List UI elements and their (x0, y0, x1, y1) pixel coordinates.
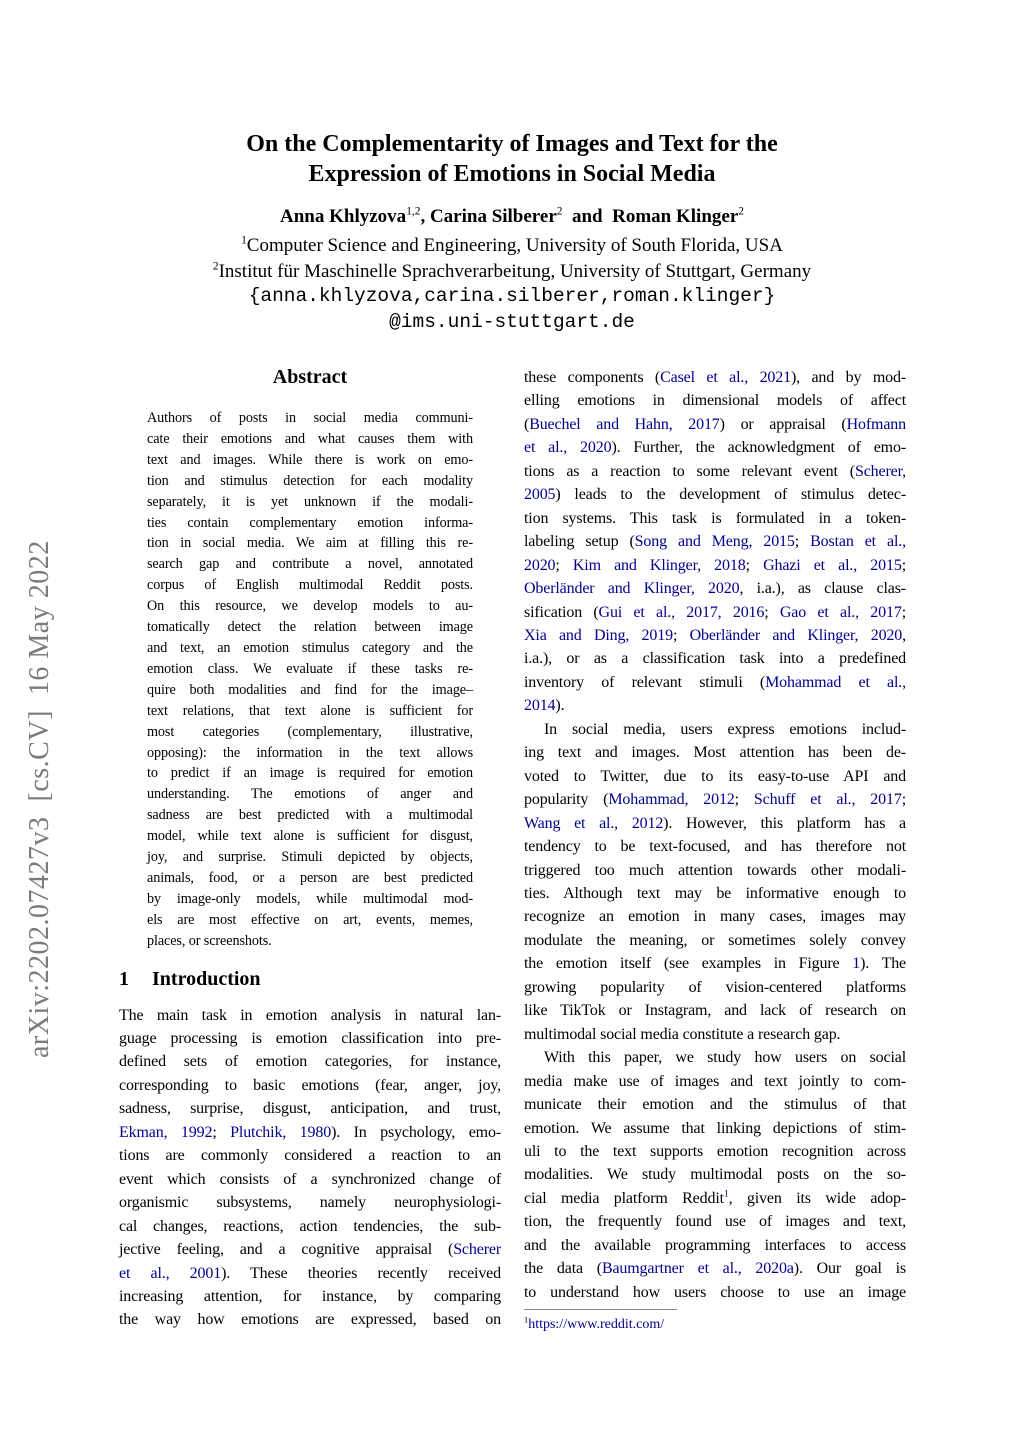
text-segment: ; (734, 791, 754, 809)
citation-link[interactable]: Gao et al., 2017 (779, 603, 902, 621)
text-line (119, 1285, 501, 1308)
text-line (524, 624, 906, 647)
affiliation-2 (0, 259, 1024, 285)
text-line (524, 389, 906, 412)
citation-link[interactable]: Ekman, 1992 (119, 1123, 213, 1141)
text-segment: ; (901, 603, 906, 621)
text-line (119, 1050, 501, 1073)
body-paragraph (524, 366, 906, 718)
text-segment: these components ( (524, 369, 661, 386)
text-segment: the data ( (524, 1260, 602, 1278)
text-segment: inventory of relevant stimuli ( (524, 673, 766, 691)
text-segment: tion and stimulus detection for each modality (147, 472, 473, 489)
text-line (119, 1238, 501, 1261)
section-heading-introduction (119, 968, 501, 991)
text-segment: increasing attention, for instance, by comparing (119, 1288, 501, 1305)
text-segment: voted to Twitter, due to its easy-to-use API and (524, 767, 906, 785)
text-line (524, 859, 906, 882)
text-segment: cal changes, reactions, action tendencies, the sub- (119, 1217, 501, 1235)
text-segment: i.a.), or as a classification task into a predefined (524, 650, 906, 668)
text-segment: , i.a.), as clause clas- (739, 580, 906, 598)
text-segment: ). In psychology, emo- (331, 1123, 502, 1141)
text-segment: triggered too much attention towards other modali- (524, 861, 906, 879)
text-line (524, 999, 906, 1022)
citation-link[interactable]: 2014 (524, 697, 556, 715)
text-segment: Authors of posts in social media communi- (147, 410, 473, 426)
text-segment: ties contain complementary emotion informa- (147, 514, 473, 531)
citation-link[interactable]: Buechel and Hahn, 2017 (529, 415, 720, 433)
citation-link[interactable]: Song and Meng, 2015 (634, 533, 795, 551)
text-line (147, 701, 473, 722)
text-line (524, 882, 906, 905)
text-segment: tions are commonly considered a reaction to an (119, 1147, 501, 1165)
text-line (524, 1234, 906, 1257)
citation-link[interactable]: Plutchik, 1980 (230, 1123, 332, 1141)
text-line (524, 554, 906, 577)
section-title: Introduction (152, 967, 261, 990)
text-segment: cate their emotions and what causes them with (147, 430, 473, 447)
text-segment: ; (745, 556, 764, 574)
body-paragraph (524, 1046, 906, 1304)
superscript: 2 (738, 205, 744, 218)
footnote-marker: 1 (524, 1315, 529, 1325)
text-line (524, 1210, 906, 1233)
text-segment: like TikTok or Instagram, and lack of research on (524, 1002, 906, 1020)
text-segment: ). Further, the acknowledgment of emo- (611, 439, 907, 457)
text-segment: ; (794, 533, 811, 551)
text-segment: ). Our goal is (793, 1260, 906, 1278)
text-segment: uli to the text supports emotion recognition across (524, 1142, 906, 1160)
citation-link[interactable]: Scherer (453, 1241, 501, 1259)
text-line (524, 952, 906, 975)
text-line (119, 1191, 501, 1214)
text-line (524, 577, 906, 600)
text-line (147, 784, 473, 805)
text-segment: recognize an emotion in many cases, images may (524, 908, 906, 926)
text-line (524, 1187, 906, 1210)
citation-link[interactable]: Mohammad et al., (765, 673, 906, 691)
text-segment: tomatically detect the relation between image (147, 619, 473, 636)
text-line (524, 413, 906, 436)
text-line (524, 788, 906, 811)
footnote (524, 1316, 906, 1334)
text-segment: Anna Khlyzova (280, 206, 407, 227)
abstract-heading: Abstract (272, 366, 348, 388)
superscript: 1 (241, 234, 247, 247)
text-line (119, 1027, 501, 1050)
text-line (119, 1308, 501, 1331)
text-segment: ). The (860, 955, 906, 973)
text-segment: sification ( (524, 603, 599, 621)
text-segment: text and images. While there is work on emo- (147, 451, 473, 468)
paper-title-line1: On the Complementarity of Images and Text for the (246, 131, 778, 157)
paper-title (0, 129, 1024, 189)
body-paragraph (524, 718, 906, 1046)
text-line (524, 976, 906, 999)
text-segment: guage processing is emotion classification into pre- (119, 1030, 501, 1048)
text-segment: ; (212, 1123, 231, 1141)
text-segment: Computer Science and Engineering, University of South Florida, USA (246, 235, 783, 256)
citation-link[interactable]: Scherer, (854, 462, 906, 480)
superscript: 2 (556, 205, 563, 218)
text-segment: sadness are best predicted with a multimodal (147, 807, 473, 824)
text-line (524, 1281, 906, 1304)
text-line (147, 805, 473, 826)
text-line (147, 659, 473, 680)
superscript: 1,2 (406, 205, 421, 218)
section-number: 1 (119, 967, 129, 990)
text-segment: With this paper, we study how users on social (544, 1049, 906, 1067)
introduction-paragraph (119, 1004, 501, 1332)
text-line (119, 1004, 501, 1027)
text-segment: and the available programming interfaces to access (524, 1236, 906, 1254)
text-segment: and text, an emotion stimulus category and the (147, 639, 473, 656)
text-line (524, 1046, 906, 1069)
text-segment: animals, food, or a person are best predicted (147, 869, 473, 886)
text-line (147, 847, 473, 868)
text-line (524, 812, 906, 835)
citation-link[interactable]: et al., 2020 (524, 439, 612, 457)
text-line (147, 513, 473, 534)
text-line (524, 694, 906, 717)
text-segment: emotion. We assume that linking depictions of stim- (524, 1119, 906, 1137)
text-segment: modalities. We study multimodal posts on the so- (524, 1166, 906, 1184)
affiliation-1 (0, 233, 1024, 259)
text-line (524, 718, 906, 741)
text-segment: municate their emotion and the stimulus of that (524, 1096, 906, 1114)
text-segment: In social media, users express emotions includ- (544, 720, 906, 738)
text-line (147, 492, 473, 513)
text-segment: text relations, that text alone is sufficient for (147, 702, 473, 719)
text-segment: labeling setup ( (524, 533, 635, 551)
email-line-2: @ims.uni-stuttgart.de (389, 310, 635, 333)
text-line (119, 1215, 501, 1238)
footnote-rule (524, 1309, 677, 1310)
text-line (119, 1121, 501, 1144)
text-line (119, 1262, 501, 1285)
text-line (524, 1163, 906, 1186)
affiliations (0, 233, 1024, 284)
text-segment: understanding. The emotions of anger and (147, 786, 473, 803)
email-block (0, 284, 1024, 335)
text-line (524, 741, 906, 764)
text-segment: the way how emotions are expressed, based on (119, 1311, 501, 1329)
text-line (524, 530, 906, 553)
text-line (524, 905, 906, 928)
arxiv-watermark: arXiv:2202.07427v3 [cs.CV] 16 May 2022 (24, 540, 55, 1058)
text-segment: , Carina Silberer (420, 206, 557, 227)
text-line (119, 1074, 501, 1097)
citation-link[interactable]: Mohammad, 2012 (608, 791, 735, 809)
text-segment: , given its wide adop- (728, 1189, 906, 1207)
text-line (147, 617, 473, 638)
text-segment: growing popularity of vision-centered platforms (524, 978, 906, 996)
citation-link[interactable]: 2005 (524, 486, 556, 504)
citation-link[interactable]: Gui et al., 2017, 2016 (598, 603, 765, 621)
citation-link[interactable]: Ghazi et al., 2015 (763, 556, 902, 574)
text-line (119, 1097, 501, 1120)
text-line (147, 596, 473, 617)
text-line (524, 366, 906, 389)
text-segment: quire both modalities and find for the image– (147, 681, 473, 698)
text-segment: popularity ( (524, 791, 609, 809)
authors-line (0, 206, 1024, 228)
text-segment: On this resource, we develop models to au- (147, 598, 473, 615)
text-segment: ties. Although text may be informative enough to (524, 884, 906, 902)
text-line (147, 429, 473, 450)
citation-link[interactable]: 1 (852, 955, 861, 973)
citation-link[interactable]: 1 (723, 1188, 729, 1200)
text-line (524, 1257, 906, 1280)
text-segment: ). These theories recently received (221, 1264, 501, 1282)
text-segment: ). (555, 697, 565, 715)
text-segment: event which consists of a synchronized change of (119, 1170, 501, 1188)
text-line (147, 680, 473, 701)
text-line (524, 1070, 906, 1093)
right-column (524, 366, 906, 1334)
text-line (524, 507, 906, 530)
text-segment: ; (555, 556, 573, 574)
citation-link[interactable]: 2020 (524, 556, 556, 574)
text-line (147, 743, 473, 764)
text-line (524, 436, 906, 459)
text-segment: ( (524, 415, 530, 433)
text-line (524, 765, 906, 788)
text-segment: media make use of images and text jointly to com- (524, 1072, 906, 1090)
text-line (119, 1144, 501, 1167)
citation-link[interactable]: Xia and Ding, 2019 (524, 626, 673, 644)
citation-link[interactable]: Oberländer and Klinger, 2020 (689, 626, 903, 644)
citation-link[interactable]: Wang et al., 2012 (524, 814, 664, 832)
text-line (524, 460, 906, 483)
text-segment: to understand how users choose to use an image (524, 1283, 906, 1301)
abstract-body (119, 408, 501, 952)
text-line (147, 931, 473, 952)
text-line (524, 835, 906, 858)
text-line (147, 868, 473, 889)
text-segment: els are most effective on art, events, memes, (147, 911, 473, 928)
text-segment: cial media platform Reddit (524, 1189, 724, 1207)
text-segment: opposing): the information in the text allows (147, 744, 473, 761)
text-segment: ), and by mod- (790, 369, 906, 386)
citation-link[interactable]: Kim and Klinger, 2018 (572, 556, 746, 574)
text-segment: places, or screenshots. (147, 932, 272, 949)
text-line (147, 763, 473, 784)
text-segment: defined sets of emotion categories, for instance, (119, 1053, 501, 1071)
text-segment: most categories (complementary, illustrative, (147, 723, 473, 740)
text-segment: modulate the meaning, or sometimes solely convey (524, 931, 906, 949)
text-line (524, 929, 906, 952)
text-segment: jective feeling, and a cognitive appraisal ( (119, 1241, 454, 1259)
text-line (147, 722, 473, 743)
text-segment: ing text and images. Most attention has been de- (524, 744, 906, 762)
text-segment: multimodal social media constitute a research gap. (524, 1025, 841, 1043)
text-segment: model, while text alone is sufficient for disgust, (147, 828, 473, 845)
text-segment: The main task in emotion analysis in natural lan- (119, 1006, 501, 1024)
text-segment: and Roman Klinger (562, 206, 739, 227)
text-line (147, 889, 473, 910)
text-segment: ; (764, 603, 780, 621)
text-line (147, 554, 473, 575)
text-segment: ; (901, 791, 906, 809)
text-segment: tendency to be text-focused, and has therefore not (524, 838, 906, 856)
text-segment: emotion class. We evaluate if these tasks re- (147, 660, 473, 677)
text-line (147, 450, 473, 471)
text-segment: tions as a reaction to some relevant event ( (524, 462, 855, 480)
text-segment: ) or appraisal ( (719, 415, 847, 433)
superscript: 2 (212, 260, 219, 273)
text-segment: separately, it is yet unknown if the modali- (147, 493, 473, 510)
email-line-1: {anna.khlyzova,carina.silberer,roman.klinger} (248, 285, 776, 307)
text-line (119, 1168, 501, 1191)
citation-link[interactable]: Baumgartner et al., 2020a (601, 1260, 794, 1278)
text-segment: corpus of English multimodal Reddit posts. (147, 577, 473, 594)
text-segment: the emotion itself (see examples in Figure (524, 955, 853, 973)
text-segment: , (902, 626, 906, 644)
footnote-block (524, 1309, 906, 1334)
text-segment: tion in social media. We aim at filling this re- (147, 535, 473, 552)
text-segment: elling emotions in dimensional models of affect (524, 392, 906, 410)
text-segment: ; (672, 626, 690, 644)
text-segment: ). However, this platform has a (663, 814, 906, 832)
text-line (147, 638, 473, 659)
citation-link[interactable]: Schuff et al., 2017 (753, 791, 902, 809)
text-segment: search gap and contribute a novel, annotated (147, 556, 473, 573)
text-line (524, 483, 906, 506)
text-segment: corresponding to basic emotions (fear, anger, joy, (119, 1076, 501, 1094)
citation-link[interactable]: Casel et al., 2021 (660, 369, 791, 386)
citation-link[interactable]: Bostan et al., (810, 533, 906, 551)
text-segment: organismic subsystems, namely neurophysiologi- (119, 1194, 501, 1212)
text-line (524, 1093, 906, 1116)
text-segment: joy, and surprise. Stimuli depicted by objects, (147, 849, 473, 866)
text-line (147, 910, 473, 931)
citation-link[interactable]: et al., 2001 (119, 1264, 222, 1282)
text-segment: Institut für Maschinelle Sprachverarbeitung, University of Stuttgart, Germany (218, 260, 812, 282)
footnote-url[interactable]: https://www.reddit.com/ (528, 1317, 665, 1333)
text-segment: to predict if an image is required for emotion (147, 765, 473, 782)
text-line (147, 575, 473, 596)
text-segment: ) leads to the development of stimulus detec- (555, 486, 906, 504)
text-line (147, 533, 473, 554)
text-line (147, 408, 473, 429)
text-line (147, 826, 473, 847)
text-segment: by image-only models, while multimodal mod- (147, 890, 473, 907)
text-segment: tion systems. This task is formulated in a token- (524, 509, 906, 527)
text-line (524, 601, 906, 624)
left-column (119, 364, 501, 1332)
text-line (524, 1023, 906, 1046)
paper-title-line2: Expression of Emotions in Social Media (308, 161, 716, 187)
text-line (524, 1140, 906, 1163)
citation-link[interactable]: Oberländer and Klinger, 2020 (524, 580, 740, 598)
citation-link[interactable]: Hofmann (846, 415, 906, 433)
text-line (524, 671, 906, 694)
text-segment: ; (901, 556, 906, 574)
text-line (147, 471, 473, 492)
text-line (524, 1117, 906, 1140)
text-segment: tion, the frequently found use of images and text, (524, 1213, 906, 1231)
text-line (524, 647, 906, 670)
text-segment: sadness, surprise, disgust, anticipation, and trust, (119, 1100, 501, 1118)
